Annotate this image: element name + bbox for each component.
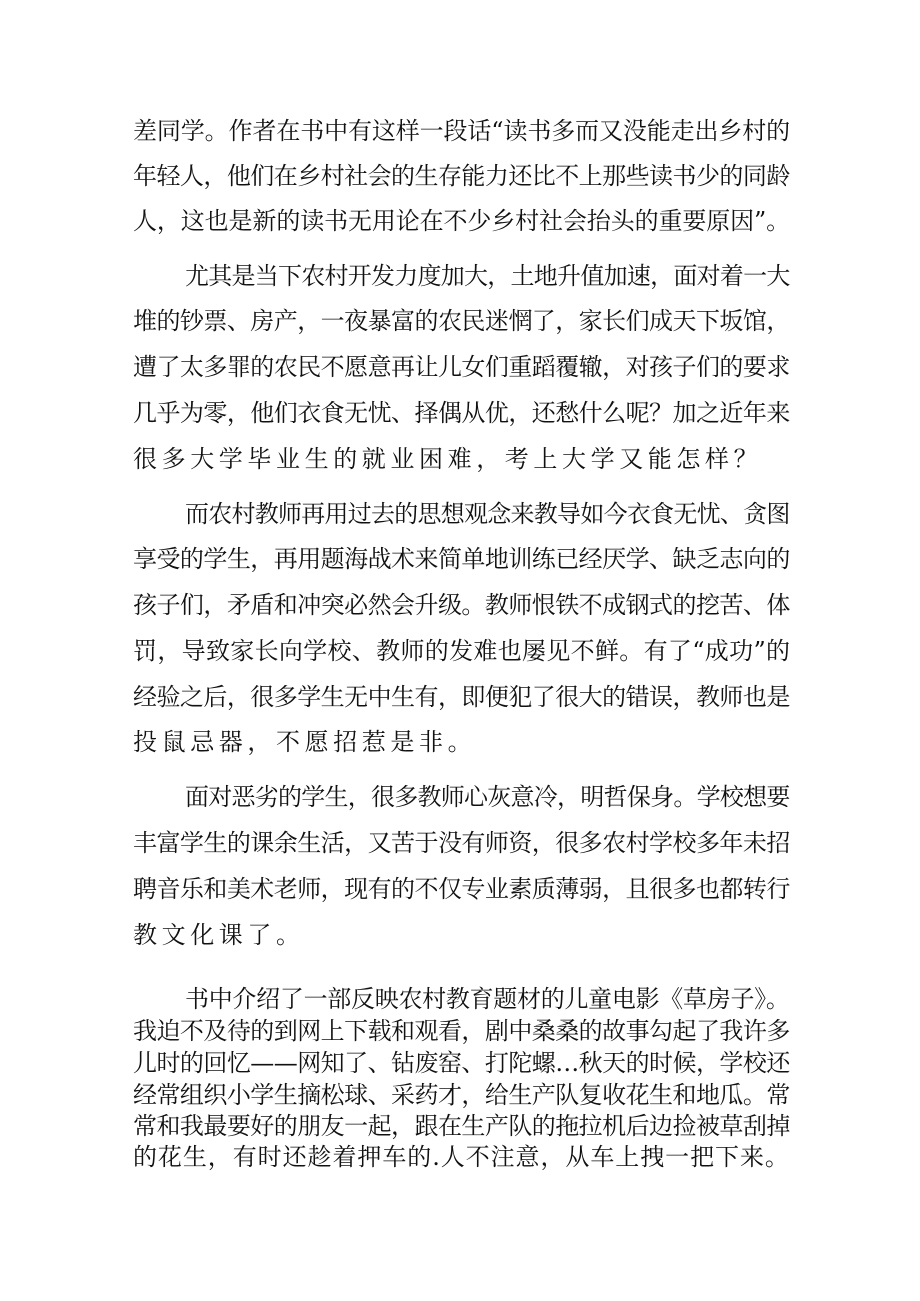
text-line: 书中介绍了一部反映农村教育题材的儿童电影《草房子》。 xyxy=(185,985,790,1013)
text-line: 遭了太多罪的农民不愿意再让儿女们重蹈覆辙，对孩子们的要求 xyxy=(133,353,790,381)
text-line: 经常组织小学生摘松球、采药才，给生产队复收花生和地瓜。常 xyxy=(133,1081,790,1109)
text-line: 丰富学生的课余生活，又苦于没有师资，很多农村学校多年未招 xyxy=(133,829,790,857)
text-line: 投鼠忌器，不愿招惹是非。 xyxy=(133,728,477,756)
text-line: 教文化课了。 xyxy=(133,921,305,949)
text-line: 几乎为零，他们衣食无忧、择偶从优，还愁什么呢？加之近年来 xyxy=(133,399,790,427)
text-line: 聘音乐和美术老师，现有的不仅专业素质薄弱，且很多也都转行 xyxy=(133,875,790,903)
text-line: 堆的钞票、房产，一夜暴富的农民迷惘了，家长们成天下坂馆， xyxy=(133,307,790,335)
text-line: 经验之后，很多学生无中生有，即便犯了很大的错误，教师也是 xyxy=(133,683,790,711)
text-line: 我迫不及待的到网上下载和观看，剧中桑桑的故事勾起了我许多 xyxy=(133,1017,790,1045)
text-line: 尤其是当下农村开发力度加大，土地升值加速，面对着一大 xyxy=(185,262,790,290)
text-line: 差同学。作者在书中有这样一段话“读书多而又没能走出乡村的 xyxy=(133,117,791,145)
text-line: 很多大学毕业生的就业困难，考上大学又能怎样？ xyxy=(133,445,763,473)
text-line: 的花生，有时还趁着押车的.人不注意，从车上拽一把下来。 xyxy=(133,1143,790,1171)
text-line: 儿时的回忆——网知了、钻废窑、打陀螺…秋天的时候，学校还 xyxy=(133,1049,790,1077)
text-line: 常和我最要好的朋友一起，跟在生产队的拖拉机后边捡被草刮掉 xyxy=(133,1112,790,1140)
text-line: 年轻人，他们在乡村社会的生存能力还比不上那些读书少的同龄 xyxy=(133,162,790,190)
text-line: 孩子们，矛盾和冲突必然会升级。教师恨铁不成钢式的挖苦、体 xyxy=(133,591,790,619)
text-line: 面对恶劣的学生，很多教师心灰意冷，明哲保身。学校想要 xyxy=(185,783,790,811)
text-line: 罚，导致家长向学校、教师的发难也屡见不鲜。有了“成功”的 xyxy=(133,637,791,665)
text-line: 人，这也是新的读书无用论在不少乡村社会抬头的重要原因”。 xyxy=(133,207,791,235)
text-line: 而农村教师再用过去的思想观念来教导如今衣食无忧、贪图 xyxy=(185,500,790,528)
text-line: 享受的学生，再用题海战术来简单地训练已经厌学、缺乏志向的 xyxy=(133,545,790,573)
